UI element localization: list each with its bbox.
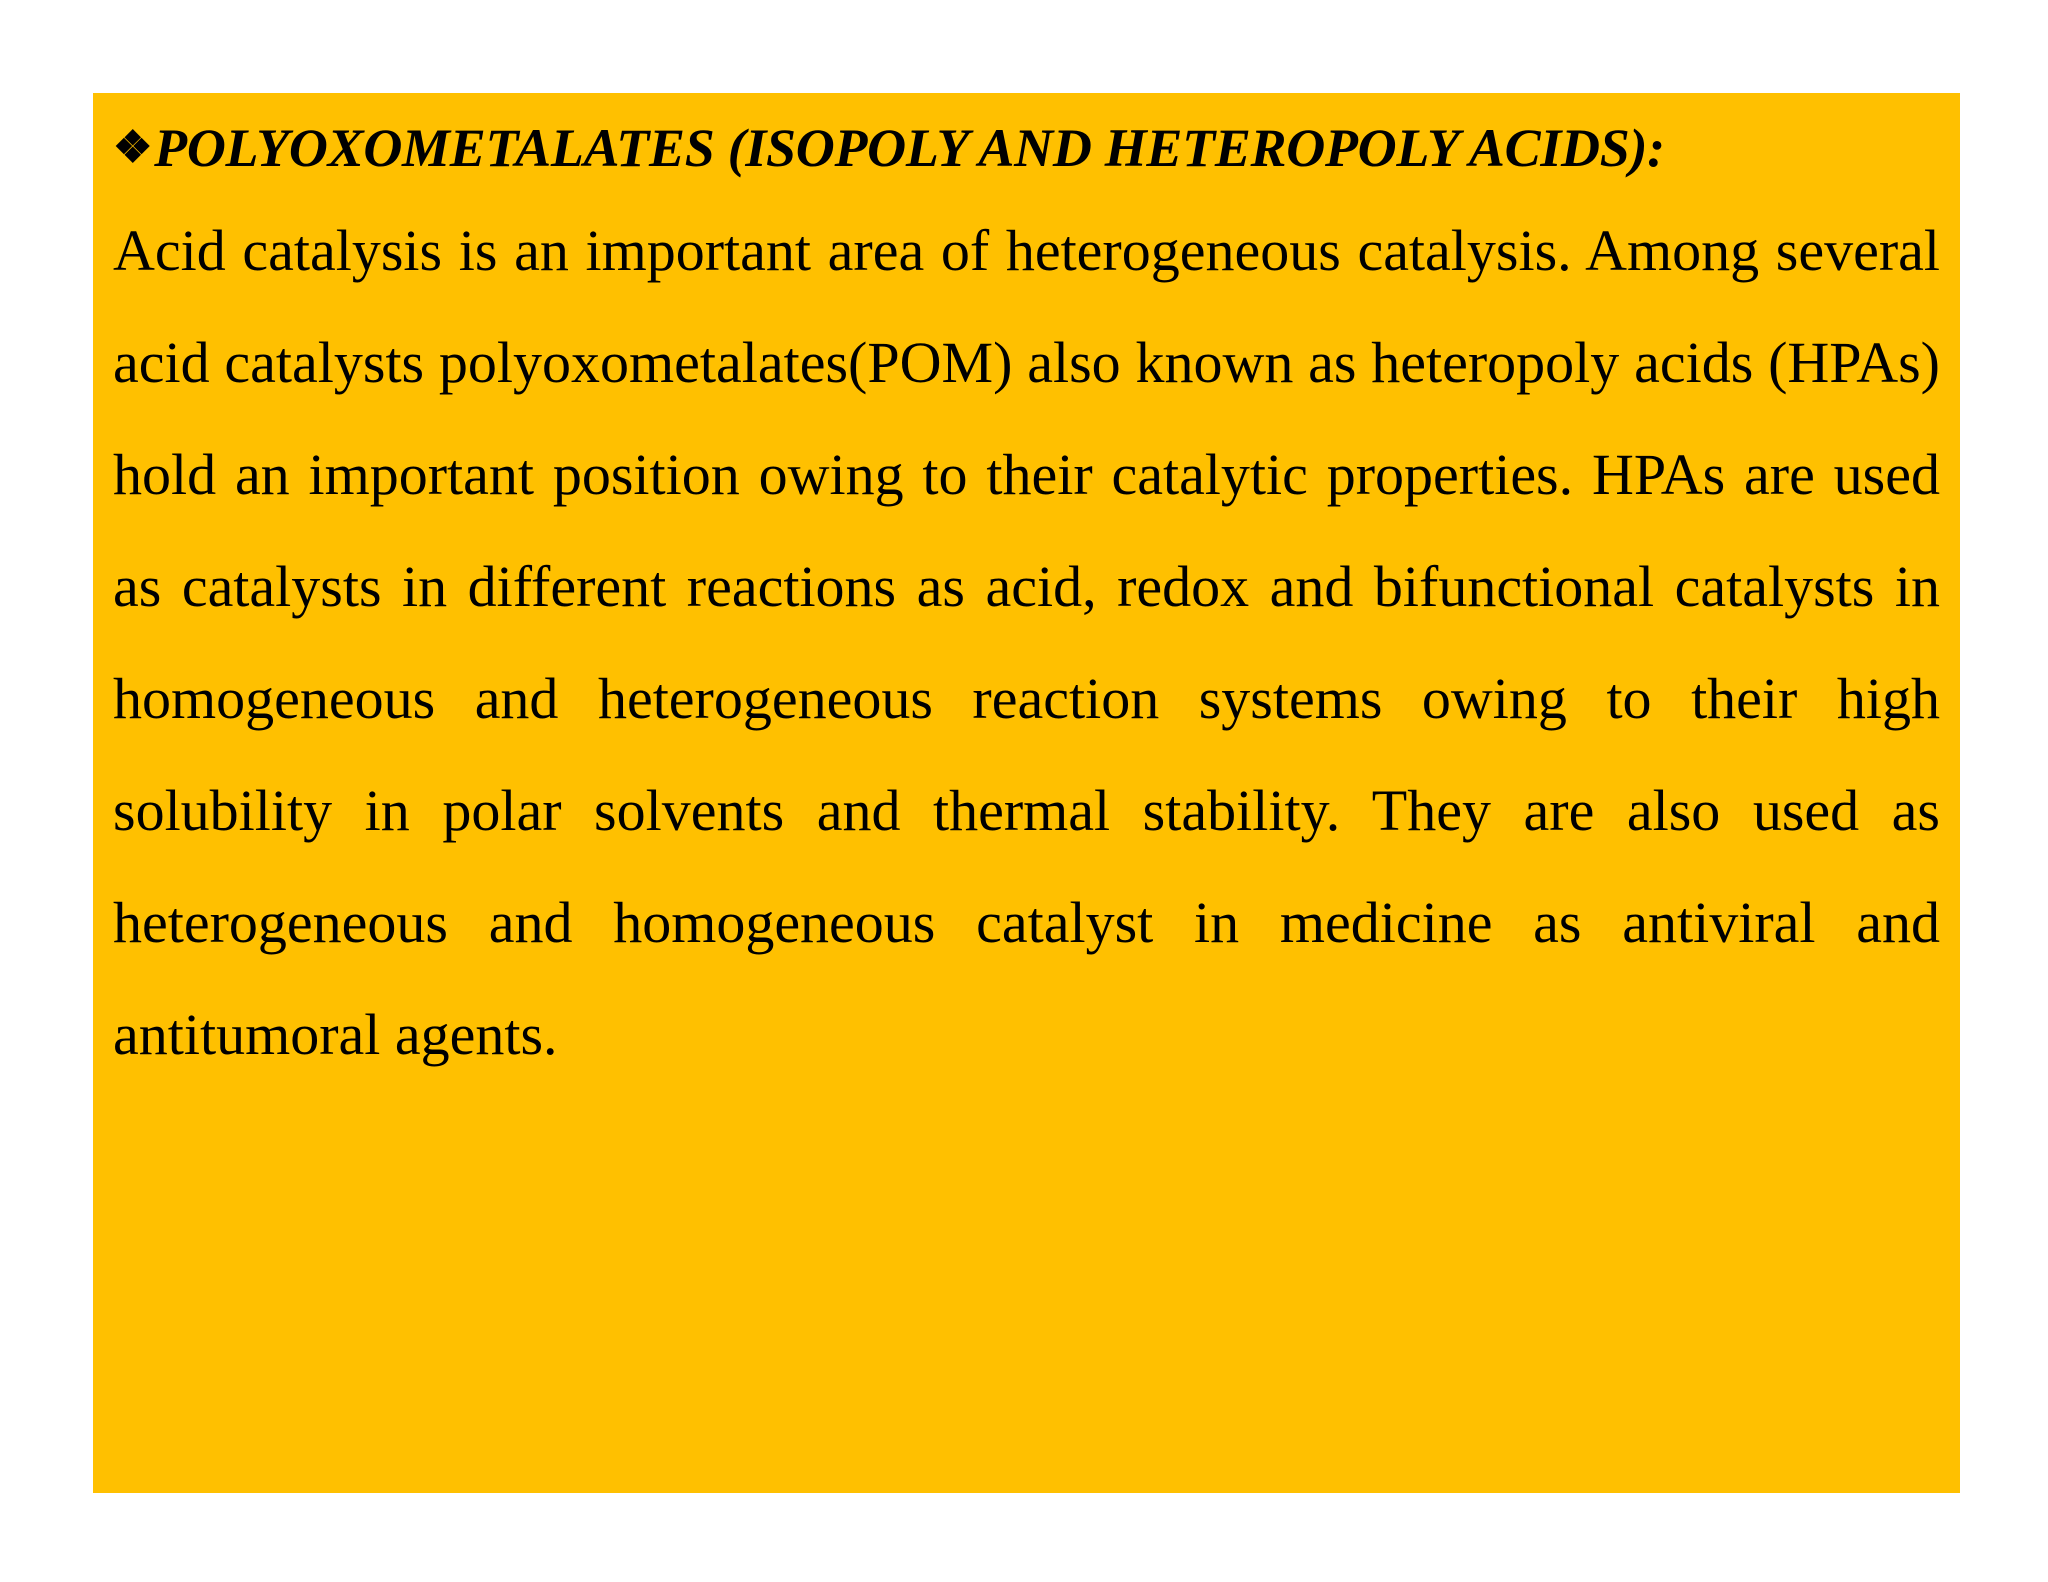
body-paragraph: Acid catalysis is an important area of heterogeneous catalysis. Among several acid catalysts polyoxometalates(POM) also known as heteropoly acids (HPAs) hold an important position owing to their catalytic properties. HPAs are used as catalysts in different reactions as acid, redox and bifunctional catalysts in homogeneous and heterogeneous reaction systems owing to their high solubility in polar solvents and thermal stability. They are also used as heterogeneous and homogeneous catalyst in medicine as antiviral and antitumoral agents.: [113, 218, 1940, 1067]
section-heading: [113, 115, 1940, 181]
diamond-bullet-icon: ❖: [113, 123, 153, 172]
heading-text: POLYOXOMETALATES (ISOPOLY AND HETEROPOLY ACIDS):: [154, 118, 1665, 178]
content-panel: [93, 93, 1960, 1493]
